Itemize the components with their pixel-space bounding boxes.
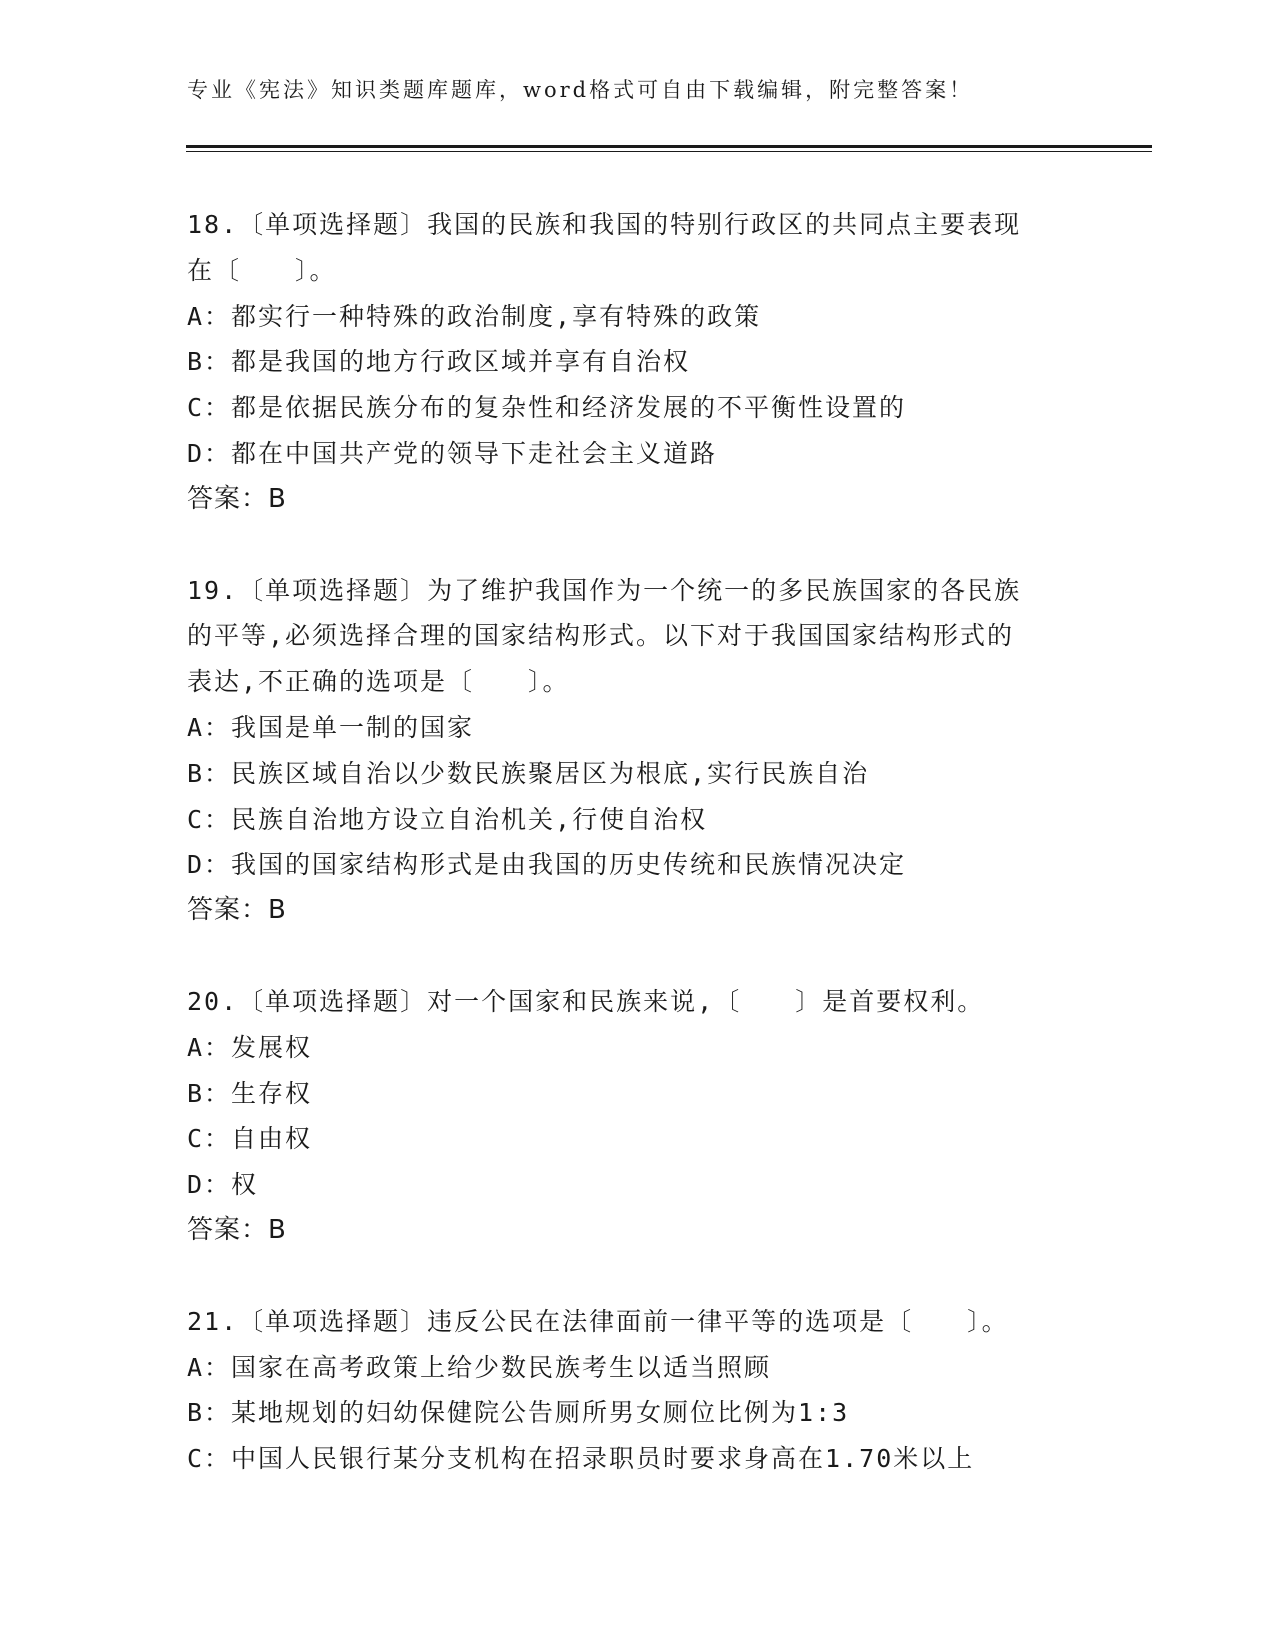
answer: 答案：B [187, 1214, 287, 1245]
question-stem: 在〔 〕。 [187, 255, 337, 285]
question-stem: 20.〔单项选择题〕对一个国家和民族来说,〔 〕是首要权利。 [187, 986, 985, 1016]
option-c: C：自由权 [187, 1124, 313, 1154]
question-21 [187, 1299, 1087, 1482]
answer: 答案：B [187, 483, 287, 514]
question-stem: 的平等,必须选择合理的国家结构形式。以下对于我国国家结构形式的 [187, 621, 1015, 651]
option-c: C：都是依据民族分布的复杂性和经济发展的不平衡性设置的 [187, 393, 907, 423]
option-a: A：国家在高考政策上给少数民族考生以适当照顾 [187, 1352, 772, 1382]
question-stem: 21.〔单项选择题〕违反公民在法律面前一律平等的选项是〔 〕。 [187, 1306, 1009, 1336]
question-20 [187, 979, 1087, 1254]
question-stem: 表达,不正确的选项是〔 〕。 [187, 667, 570, 697]
option-a: A：都实行一种特殊的政治制度,享有特殊的政策 [187, 301, 762, 331]
header-rule-thin [186, 151, 1152, 152]
option-d: D：权 [187, 1170, 259, 1200]
option-b: B：生存权 [187, 1078, 313, 1108]
question-18 [187, 202, 1087, 523]
question-stem: 18.〔单项选择题〕我国的民族和我国的特别行政区的共同点主要表现 [187, 210, 1022, 239]
option-a: A：发展权 [187, 1032, 313, 1062]
question-stem: 19.〔单项选择题〕为了维护我国作为一个统一的多民族国家的各民族 [187, 575, 1022, 605]
option-b: B：都是我国的地方行政区域并享有自治权 [187, 347, 691, 377]
question-19 [187, 568, 1087, 934]
option-c: C：民族自治地方设立自治机关,行使自治权 [187, 804, 708, 834]
option-c: C：中国人民银行某分支机构在招录职员时要求身高在1.70米以上 [187, 1444, 975, 1474]
header-rule-thick [186, 145, 1152, 148]
answer: 答案：B [187, 895, 287, 926]
option-b: B：某地规划的妇幼保健院公告厕所男女厕位比例为1:3 [187, 1398, 850, 1428]
option-d: D：都在中国共产党的领导下走社会主义道路 [187, 438, 718, 468]
question-list [187, 202, 1087, 1482]
option-d: D：我国的国家结构形式是由我国的历史传统和民族情况决定 [187, 850, 907, 880]
option-b: B：民族区域自治以少数民族聚居区为根底,实行民族自治 [187, 758, 870, 788]
option-a: A：我国是单一制的国家 [187, 712, 475, 742]
page-header: 专业《宪法》知识类题库题库，word格式可自由下载编辑，附完整答案！ [187, 78, 974, 102]
